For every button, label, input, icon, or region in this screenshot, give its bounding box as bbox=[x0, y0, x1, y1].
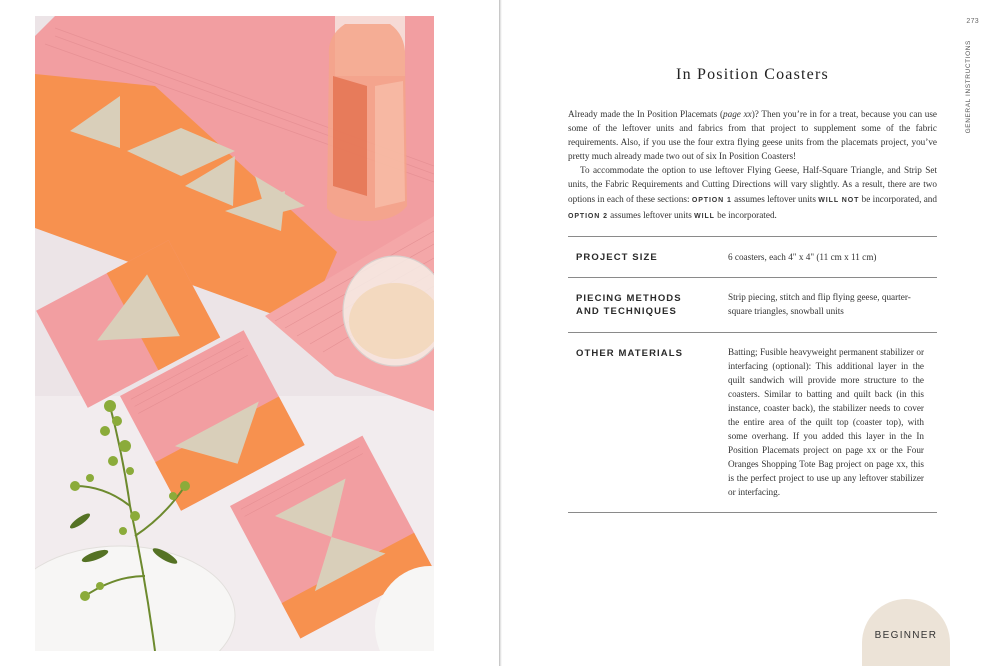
option-1-label: OPTION 1 bbox=[691, 196, 732, 204]
spec-label: OTHER MATERIALS bbox=[576, 348, 684, 359]
intro-paragraph-1: Already made the In Position Placemats (page xx)? Then you’re in for a treat, because you can use some of the leftover units and fabrics from that project to supplement some of the fabric requirements. Also, if you use the four extra flying geese units from the placemats project, you’ve pretty much already made two out of six In Position Coasters! bbox=[568, 109, 937, 162]
intro-p2-c: be incorporated, and bbox=[861, 193, 937, 204]
left-page bbox=[0, 0, 499, 666]
spec-value: 6 coasters, each 4" x 4" (11 cm x 11 cm) bbox=[728, 252, 877, 262]
spec-value: Strip piecing, stitch and flip flying geese, quarter-square triangles, snowball units bbox=[728, 292, 911, 316]
page-title: In Position Coasters bbox=[676, 66, 829, 83]
page-number: 273 bbox=[966, 18, 979, 25]
will-not-label: WILL NOT bbox=[818, 196, 860, 204]
option-2-label: OPTION 2 bbox=[568, 212, 608, 220]
quilted-coasters-photo bbox=[35, 16, 434, 651]
project-specs-table bbox=[568, 236, 937, 513]
page-reference: page xx bbox=[723, 109, 752, 119]
spec-row-project-size bbox=[568, 236, 937, 277]
spec-label: PIECING METHODS AND TECHNIQUES bbox=[576, 293, 682, 317]
intro-paragraph-2 bbox=[568, 163, 937, 223]
intro-text bbox=[568, 107, 937, 224]
spec-row-other-materials bbox=[568, 332, 937, 513]
skill-level-label: BEGINNER bbox=[874, 630, 938, 641]
intro-p2-b: assumes leftover units bbox=[734, 193, 816, 204]
intro-p2-e: be incorporated. bbox=[717, 209, 777, 220]
running-head: GENERAL INSTRUCTIONS bbox=[965, 40, 972, 134]
spec-label: PROJECT SIZE bbox=[576, 252, 658, 263]
intro-p2-a: To accommodate the option to use leftover Flying Geese, Half-Square Triangle, and Strip Set units, the Fabric Requirements and Cutting Directions will vary slightly. As a result, there are two options in each of these sections: bbox=[568, 165, 937, 204]
spec-value: Batting; Fusible heavyweight permanent stabilizer or interfacing (optional): This additional layer in the quilt sandwich will provide more structure to the coasters. Similar to batting and quilt back (in this instance, coaster back), the stabilizer needs to cover the entire area of the quilt top (coaster top), with some overhang. If you added this layer in the In Position Placemats project on page xx or the Four Oranges Shopping Tote Bag project on page xx, this is the perfect project to use up any leftover stabilizer or interfacing. bbox=[728, 347, 924, 497]
spec-row-piecing-methods bbox=[568, 277, 937, 332]
intro-p2-d: assumes leftover units bbox=[610, 209, 692, 220]
will-label: WILL bbox=[694, 212, 715, 220]
